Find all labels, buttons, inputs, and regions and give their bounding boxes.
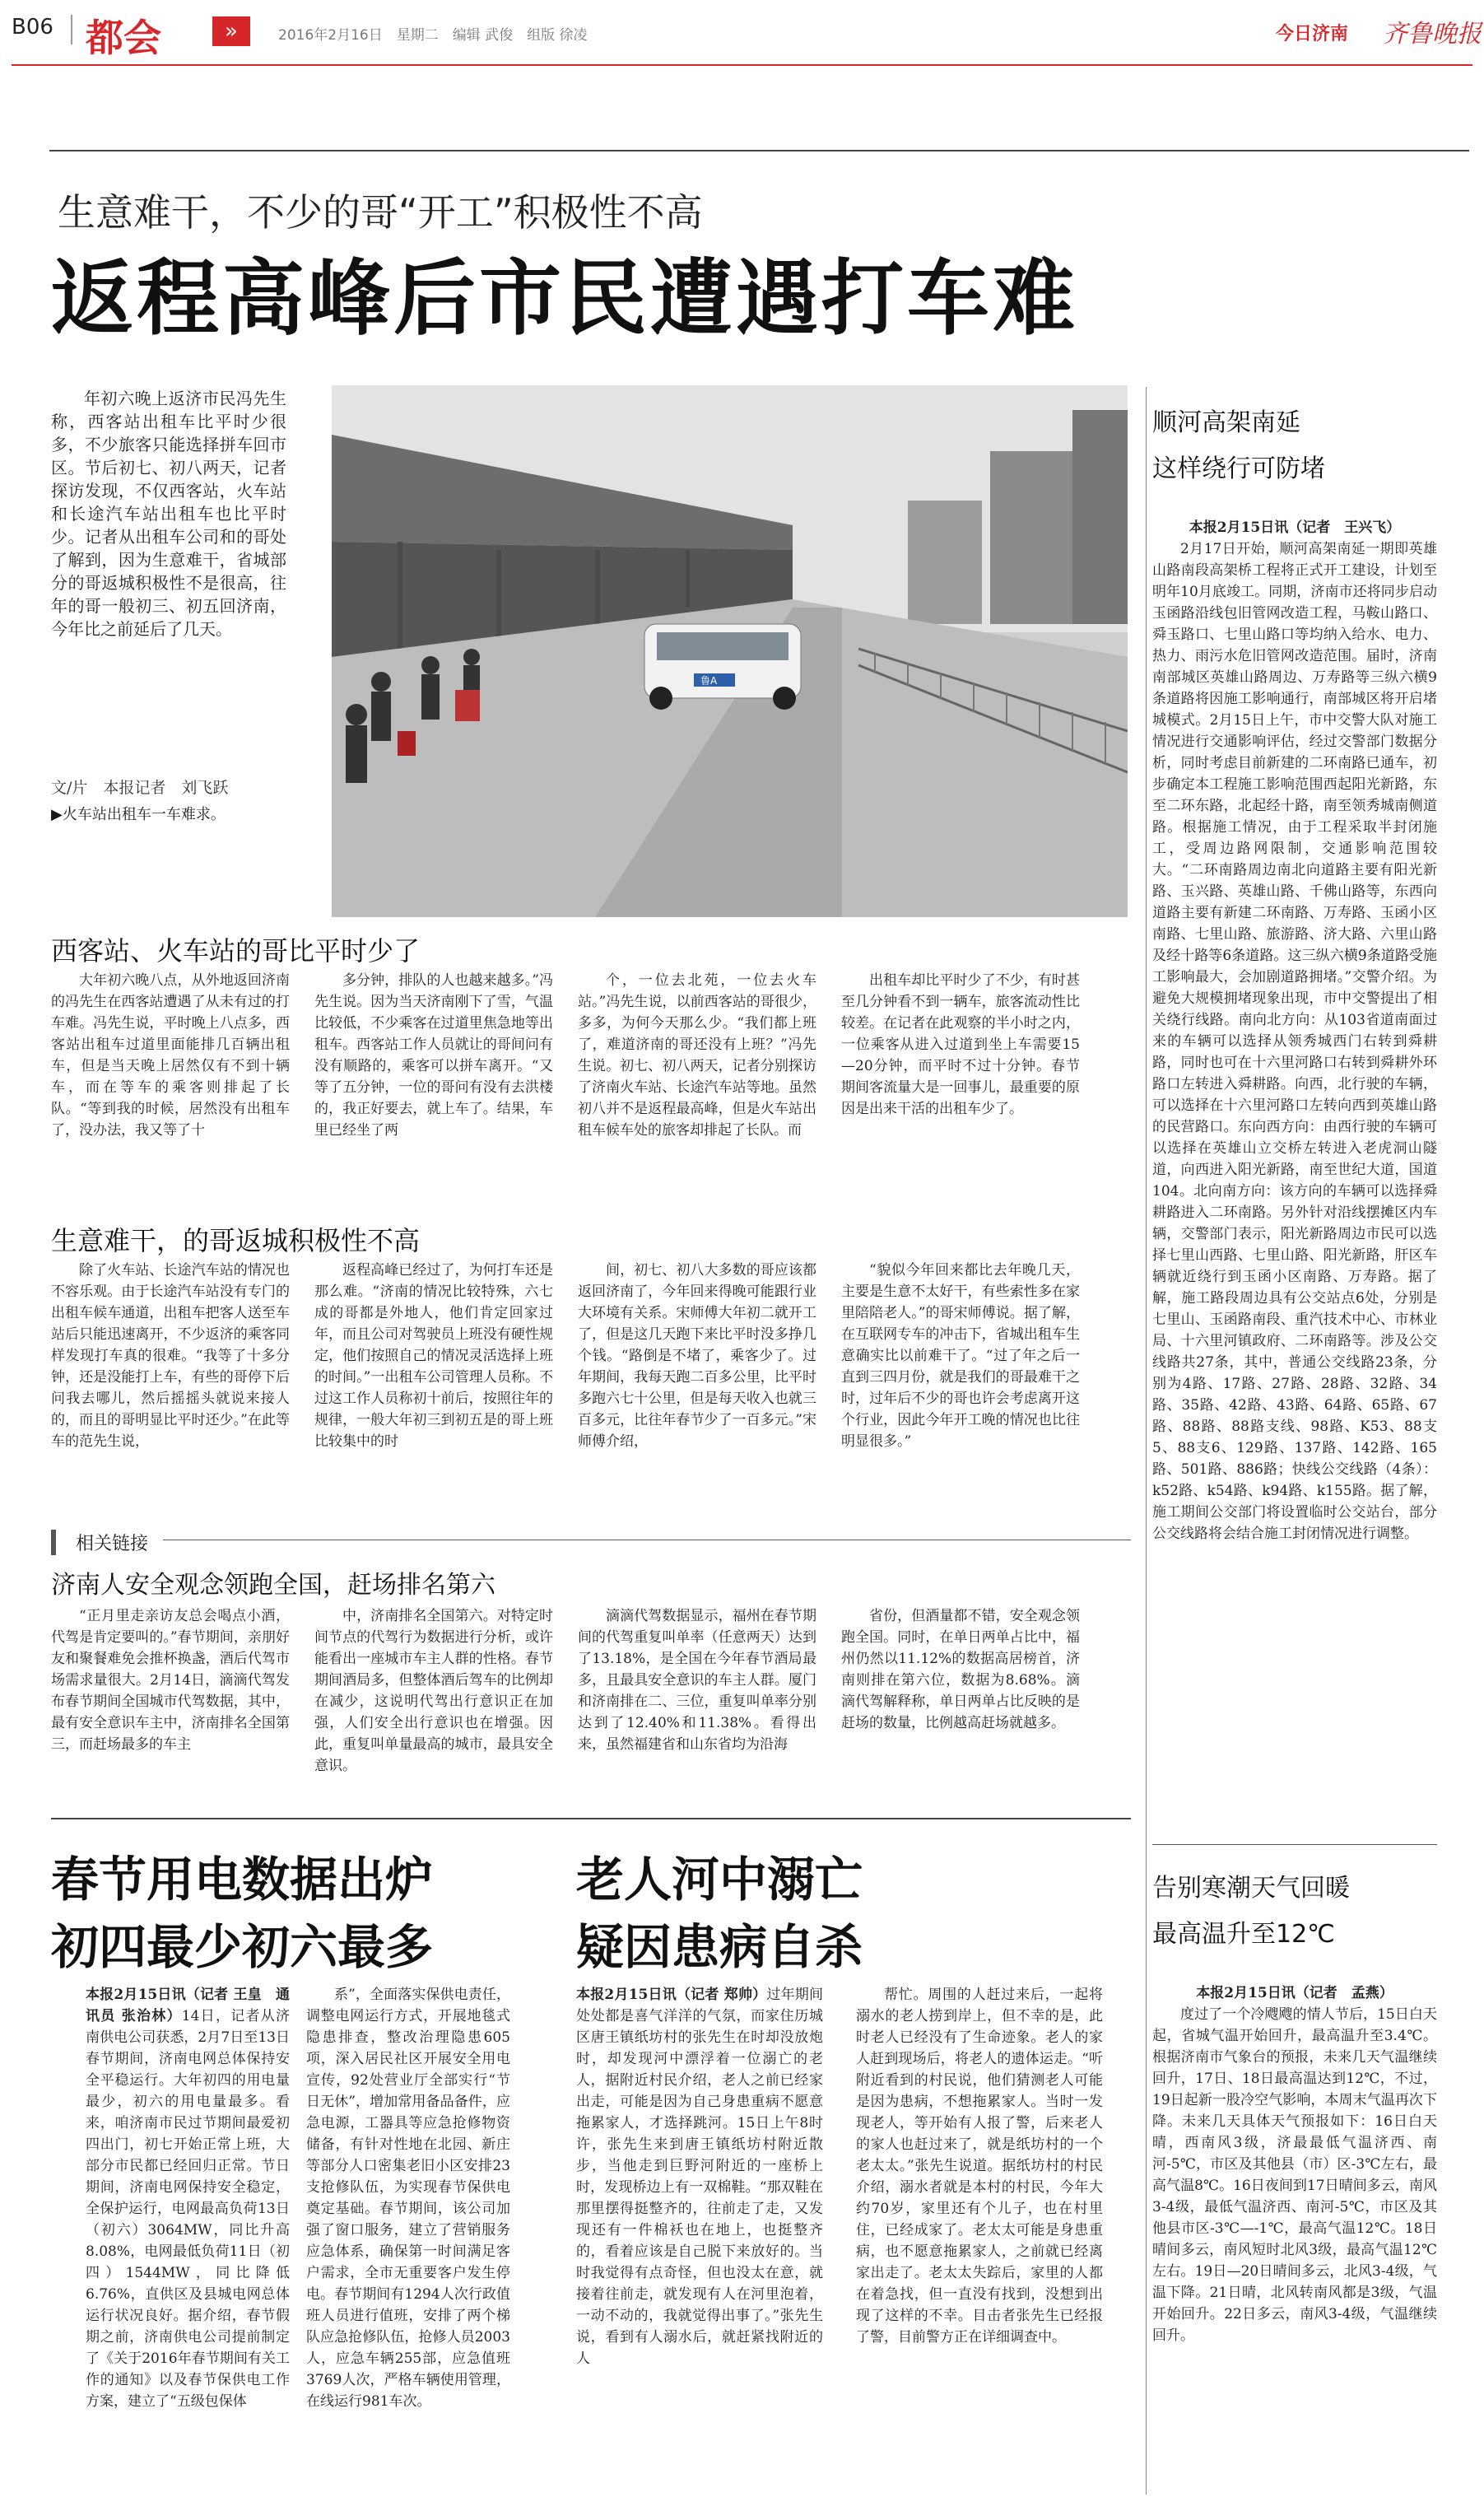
section1-heading: 西客站、火车站的哥比平时少了: [51, 935, 421, 967]
s2-col3: 间，初七、初八大多数的哥应该都返回济南了，今年回来得晚可能跟行业大环境有关系。宋师傅大年初二就开工了，但是这几天跑下来比平时没多挣几个钱。“路倒是不堵了，乘客少了。过年期间，我每天跑二百多公里，比平时多跑六七十公里，但是每天收入也就三百多元，比往年春节少了一百多元。”宋师傅介绍，: [578, 1262, 816, 1450]
s2-col2: 返程高峰已经过了，为何打车还是那么难。“济南的情况比较特殊，六七成的哥都是外地人，他们肯定回家过年，而且公司对驾驶员上班没有硬性规定，他们按照自己的情况灵活选择上班的时间。”一出租车公司管理人员称。不过这工作人员称初十前后，按照往年的规律，一般大年初三到初五是的哥上班比较集中的时: [314, 1262, 553, 1450]
side2-byline: 本报2月15日讯（记者 孟燕）: [1196, 1985, 1393, 2001]
related-label: 相关链接: [51, 1530, 163, 1555]
lead-intro: 年初六晚上返济市民冯先生称，西客站出租车比平时少很多，不少旅客只能选择拼车回市区。节后初七、初八两天，记者探访发现，不仅西客站，火车站和长途汽车站出租车也比平时少。记者从出租车公司和的哥处了解到，因为生意难干，省城部分的哥返城积极性不是很高，往年的哥一般初三、初五回济南，今年比之前延后了几天。: [51, 389, 286, 639]
side1-headline-2: 这样绕行可防堵: [1152, 454, 1325, 483]
lead-kicker: 生意难干，不少的哥“开工”积极性不高: [58, 190, 703, 235]
header-rule: [12, 64, 1472, 66]
section2-heading: 生意难干，的哥返城积极性不高: [51, 1225, 421, 1256]
side1-headline-1: 顺河高架南延: [1152, 408, 1300, 437]
lead-headline: 返程高峰后市民遭遇打车难: [51, 250, 1078, 347]
related-heading: 济南人安全观念领跑全国，赶场排名第六: [51, 1571, 495, 1600]
related-col1: “正月里走亲访友总会喝点小酒，代驾是肯定要叫的。”春节期间，亲朋好友和聚餐难免会推杯换盏，酒后代驾市场需求量很大。2月14日，滴滴代驾发布春节期间全国城市代驾数据，其中，最有安全意识车主中，济南排名全国第三，而赶场最多的车主: [51, 1608, 290, 1753]
s1-col1: 大年初六晚八点，从外地返回济南的冯先生在西客站遭遇了从未有过的打车难。冯先生说，平时晚上八点多，西客站出租车过道里面能排几百辆出租车，但是当天晚上居然仅有不到十辆车，而在等车的乘客则排起了长队。“等到我的时候，居然没有出租车了，没办法，我又等了十: [51, 972, 290, 1139]
lead-credit: 文/片 本报记者 刘飞跃: [51, 779, 229, 797]
section-name: 都会: [86, 16, 161, 60]
side1-byline: 本报2月15日讯（记者 王兴飞）: [1189, 519, 1401, 536]
s2-col4: “貌似今年回来都比去年晚几天，主要是生意不太好干，有些索性多在家里陪陪老人。”的哥宋师傅说。据了解，在互联网专车的冲击下，省城出租车生意确实比以前难干了。“过了年之后一直到三四月份，就是我们的哥最难干之时，过年后不少的哥也许会考虑离开这个行业，因此今年开工晚的情况也比往明显很多。”: [841, 1262, 1080, 1450]
elec-headline-2: 初四最少初六最多: [51, 1919, 434, 1975]
side-rule: [1152, 1844, 1437, 1845]
section-arrow-icon: »: [212, 16, 250, 46]
taxi-plate: 鲁A: [700, 675, 718, 687]
s1-col3: 个，一位去北苑，一位去火车站。”冯先生说，以前西客站的哥很少，多多，为何今天那么少。“我们都上班了，难道济南的哥还没有上班？”冯先生说。初七、初八两天，记者分别探访了济南火车站、长途汽车站等地。虽然初八并不是返程最高峰，但是火车站出租车候车处的旅客却排起了长队。而: [578, 972, 816, 1139]
river-headline-2: 疑因患病自杀: [576, 1919, 863, 1975]
side2-headline-2: 最高温升至12℃: [1152, 1920, 1335, 1949]
related-col4: 省份，但酒量都不错，安全观念领跑全国。同时，在单日两单占比中，福州仍然以11.12%的数据高居榜首，济南则排在第六位，数据为8.68%。滴滴代驾解释称，单日两单占比反映的是赶场的数量，比例越高赶场就越多。: [841, 1608, 1080, 1731]
top-rule: [49, 150, 1469, 151]
river-headline-1: 老人河中溺亡: [576, 1852, 863, 1908]
s2-col1: 除了火车站、长途汽车站的情况也不容乐观。由于长途汽车站没有专门的出租车候车通道，出租车把客人送至车站后只能迅速离开，不少返济的乘客同样发现打车真的很难。“我等了十多分钟，还是没能打上车，有些的哥停下后问我去哪儿，然后摇摇头就说来接人的，而且的哥明显比平时还少。”在此等车的范先生说，: [51, 1262, 290, 1450]
page-number: B06: [12, 15, 53, 40]
related-col3: 滴滴代驾数据显示，福州在春节期间的代驾重复叫单率（任意两天）达到了13.18%，是全国在今年春节酒局最多，且最具安全意识的车主人群。厦门和济南排在二、三位，重复叫单率分别达到了12.40%和11.38%。看得出来，虽然福建省和山东省均为沿海: [578, 1608, 816, 1753]
s1-col2: 多分钟，排队的人也越来越多。”冯先生说。因为当天济南刚下了雪，气温比较低，不少乘客在过道里焦急地等出租车。西客站工作人员就让的哥间问有没有顺路的，乘客可以拼车离开。“又等了五分钟，一位的哥问有没有去洪楼的，我正好要去，就上车了。结果，车里已经坐了两: [314, 972, 553, 1139]
side2-body: 本报2月15日讯（记者 孟燕） 度过了一个冷飕飕的情人节后，15日白天起，省城气温开始回升，最高温升至3.4℃。根据济南市气象台的预报，未来几天气温继续回升，17日、18日最高温达到12℃，不过，19日起新一股冷空气影响，本周末气温再次下降。未来几天具体天气预报如下：16日白天晴，西南风3级，济最最低气温济西、南河-5℃，市区及其他县（市）区-3℃左右，最高气温8℃。16日夜间到17日晴间多云，南风3-4级，最低气温济西、南河-5℃，市区及其他县市区-3℃—-1℃，最高气温12℃。18日晴间多云，南风短时北风3级，最高气温12℃左右。19日—20日晴间多云，北风3-4级，气温下降。21日晴，北风转南风都是3级，气温开始回升。22日多云，南风3-4级，气温继续回升。: [1152, 1982, 1437, 2497]
side1-body: 本报2月15日讯（记者 王兴飞） 2月17日开始，顺河高架南延一期即英雄山路南段高架桥工程将正式开工建设，计划至明年10月底竣工。同期，济南市还将同步启动玉函路沿线包旧管网改造工程，马鞍山路口、舜玉路口、七里山路口等均纳入给水、电力、热力、雨污水危旧管网改造范围。届时，济南南部城区英雄山路周边、万寿路等三纵六横9条道路将因施工影响通行，南部城区将开启堵城模式。2月15日上午，市中交警大队对施工情况进行交通影响评估，经过交警部门数据分析，同时考虑目前新建的二环南路已通车，初步确定本工程施工影响范围西起阳光新路，东至二环东路，北起经十路，南至领秀城南侧道路。根据施工情况，由于工程采取半封闭施工，受周边路网限制，交通影响范围较大。“二环南路周边南北向道路主要有阳光新路、玉兴路、英雄山路、千佛山路等，东西向道路主要有新建二环南路、万寿路、玉函小区南路、七里山路、旅游路、济大路、六里山路及经十路等6条道路。这三纵六横9条道路受施工影响最大，会加剧道路拥堵。”交警介绍。为避免大规模拥堵现象出现，市中交警提出了相关绕行线路。南向北方向：从103省道南面过来的车辆可以选择从领秀城西门右转到舜耕路，同时也可在十六里河路口右转到舜耕外环路口左转进入舜耕路。向西，北行驶的车辆，可以选择在十六里河路口左转向西到英雄山路的民营路口。东向西方向：由西行驶的车辆可以选择在英雄山立交桥左转进入老虎洞山隧道，向西进入阳光新路，南至世纪大道，国道104。北向南方向：该方向的车辆可以选择舜耕路进入二环南路。另外针对沿线摆摊区内车辆，交警部门表示，阳光新路周边市民可以选择七里山西路、七里山路、阳光新路，肝区车辆就近绕行到玉函小区南路、万寿路。据了解，施工路段周边具有公交站点6处，分别是七里山、玉函路南段、重汽技术中心、市林业局、十六里河镇政府、二环南路等。涉及公交线路共27条，其中，普通公交线路23条，分别为4路、17路、27路、28路、32路、34路、35路、42路、43路、64路、65路、67路、88路、88路支线、98路、K53、88支5、88支6、129路、137路、142路、165路、501路、886路；快线公交线路（4条）：k52路、k54路、k94路、k155路。据了解，施工期间公交部门将设置临时公交站台，部分公交线路将会结合施工封闭情况进行调整。: [1152, 517, 1437, 1831]
elec-byline: 本报2月15日讯（记者 王皇 通讯员 张治林）: [86, 1987, 290, 2024]
river-byline: 本报2月15日讯（记者 郑帅）: [576, 1987, 767, 2003]
sidebar-divider: [1146, 387, 1147, 2495]
s1-col4: 出租车却比平时少了不少，有时甚至几分钟看不到一辆车，旅客流动性比较差。在记者在此观察的半小时之内，一位乘客从进入过道到坐上车需要15—20分钟，而平时不过十分钟。春节期间客流量大是一回事儿，最重要的原因是出来干活的出租车少了。: [841, 972, 1080, 1117]
bottom-block-rule: [51, 1818, 1131, 1819]
header-meta: 2016年2月16日 星期二 编辑 武俊 组版 徐凌: [278, 27, 588, 44]
brand-logo: 齐鲁晚报: [1383, 20, 1482, 49]
river-col1: 本报2月15日讯（记者 郑帅）过年期间处处都是喜气洋洋的气氛，而家住历城区唐王镇纸坊村的张先生在时却没放炮时，却发现河中漂浮着一位溺亡的老人，据附近村民介绍，老人之前已经家出走，可能是因为自己身患重病不愿意拖累家人，才选择跳河。15日上午8时许，张先生来到唐王镇纸坊村附近散步，当他走到巨野河附近的一座桥上时，发现桥边上有一双棉鞋。“那双鞋在那里摆得挺整齐的，往前走了走，又发现还有一件棉袄也在地上，也挺整齐的，看着应该是自己脱下来放好的。当时我觉得有点奇怪，但也没太在意，就接着往前走，就发现有人在河里泡着，一动不动的，我就觉得出事了。”张先生说，看到有人溺水后，就赶紧找附近的人: [576, 1987, 823, 2367]
elec-col2: 系”，全面落实保供电责任，调整电网运行方式，开展地毯式隐患排查，整改治理隐患605项，深入居民社区开展安全用电宣传，92处营业厅全部实行“节日无休”，增加常用备品备件，应急电源，工器具等应急抢修物资储备，有针对性地在北园、新庄等部分人口密集老旧小区安排23支抢修队伍，为实现春节保供电奠定基础。春节期间，该公司加强了窗口服务，建立了营销服务应急体系，确保第一时间满足客户需求，全市无重要客户发生停电。春节期间有1294人次行政值班人员进行值班，安排了两个梯队应急抢修队伍，抢修人员2003人，应急车辆255部，应急值班3769人次，严格车辆使用管理，在线运行981车次。: [306, 1987, 510, 2410]
elec-headline-1: 春节用电数据出炉: [51, 1852, 434, 1908]
header-right-label: 今日济南: [1276, 24, 1349, 44]
lead-photo: [332, 385, 1128, 917]
related-col2: 中，济南排名全国第六。对特定时间节点的代驾行为数据进行分析，或许能看出一座城市车主人群的性格。春节期间酒局多，但整体酒后驾车的比例却在减少，这说明代驾出行意识正在加强，人们安全出行意识也在增强。因此，重复叫单量最高的城市，最具安全意识。: [314, 1608, 553, 1774]
header-divider: [71, 15, 72, 44]
river-col2: 帮忙。周围的人赶过来后，一起将溺水的老人捞到岸上，但不幸的是，此时老人已经没有了生命迹象。老人的家人赶到现场后，将老人的遗体运走。“听附近看到的村民说，他们猜测老人可能是因为患病，不想拖累家人。当时一发现老人，等开始有人报了警，后来老人的家人也赶过来了，就是纸坊村的一个老太太。”张先生说道。据纸坊村的村民介绍，溺水者就是本村的村民，今年大约70岁，家里还有个儿子，也在村里住，已经成家了。老太太可能是身患重病，也不愿意拖累家人，之前就已经离家出走了。老太太失踪后，家里的人都在着急找，但一直没有找到，没想到出现了这样的不幸。目击者张先生已经报了警，目前警方正在详细调查中。: [856, 1987, 1103, 2346]
elec-col1: 本报2月15日讯（记者 王皇 通讯员 张治林）14日，记者从济南供电公司获悉，2月7日至13日春节期间，济南电网总体保持安全平稳运行。大年初四的用电量最少，初六的用电量最多。看来，咱济南市民过节期间最爱初四出门，初七开始正常上班，大部分市民都已经回归正常。节日期间，济南电网保持安全稳定，全保护运行，电网最高负荷13日（初六）3064MW，同比升高8.08%，电网最低负荷11日（初四）1544MW，同比降低6.76%，直供区及县城电网总体运行状况良好。据介绍，春节假期之前，济南供电公司提前制定了《关于2016年春节期间有关工作的通知》以及春节保供电工作方案，建立了“五级包保体: [86, 1987, 290, 2410]
side2-headline-1: 告别寒潮天气回暖: [1152, 1874, 1350, 1903]
photo-caption: ▶火车站出租车一车难求。: [51, 806, 226, 823]
